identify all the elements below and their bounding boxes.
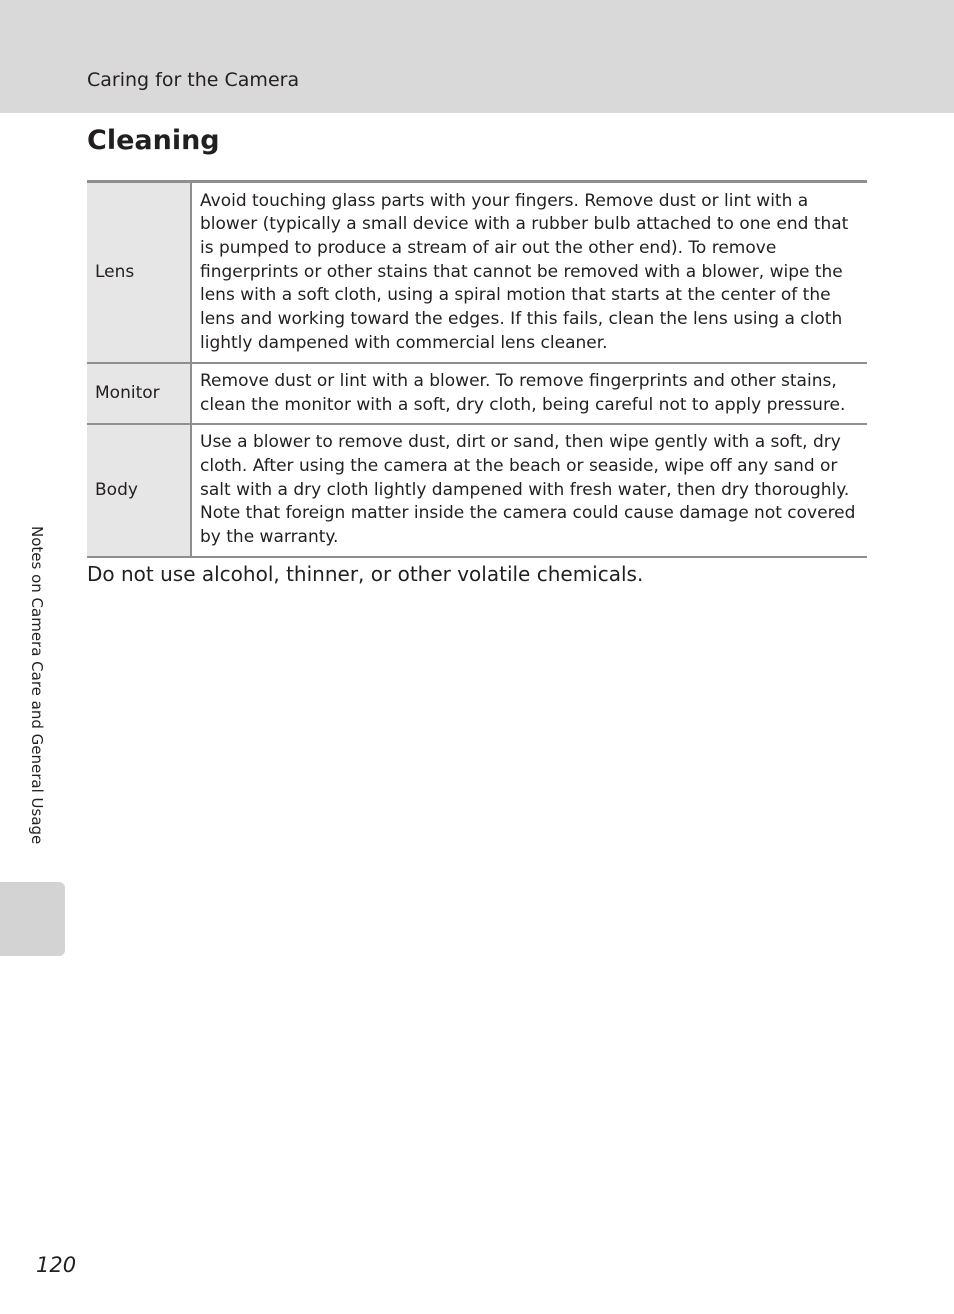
description-text: Remove dust or lint with a blower. To remove fingerprints and other stains, clean the monitor with a soft, dry cloth, being careful not to apply pressure. — [200, 370, 846, 415]
description-text: Use a blower to remove dust, dirt or sand, then wipe gently with a soft, dry cloth. After using the camera at the beach or seaside, wipe off any sand or salt with a dry cloth lightly dampened with fresh water, then dry thoroughly. Note that foreign matter inside the camera could cause damage not covered by the warranty. — [200, 432, 856, 548]
caution-note: Do not use alcohol, thinner, or other volatile chemicals. — [87, 562, 644, 586]
cleaning-table — [87, 180, 867, 558]
item-cell-monitor: Monitor — [87, 363, 191, 424]
chapter-tab — [0, 882, 65, 956]
section-title: Caring for the Camera — [87, 69, 300, 91]
description-text: Avoid touching glass parts with your fingers. Remove dust or lint with a blower (typically a small device with a rubber bulb attached to one end that is pumped to produce a stream of air out the other end). To remove fingerprints or other stains that cannot be removed with a blower, wipe the lens with a soft cloth, using a spiral motion that starts at the center of the lens and working toward the edges. If this fails, clean the lens using a cloth lightly dampened with commercial lens cleaner. — [200, 190, 849, 353]
table-row — [87, 182, 867, 364]
table-row — [87, 363, 867, 424]
item-cell-lens: Lens — [87, 182, 191, 364]
page-number: 120 — [36, 1253, 77, 1277]
description-cell-lens — [191, 182, 867, 364]
description-cell-body — [191, 424, 867, 557]
item-cell-body: Body — [87, 424, 191, 557]
description-cell-monitor — [191, 363, 867, 424]
page-title: Cleaning — [87, 125, 220, 156]
sidebar-chapter-label: Notes on Camera Care and General Usage — [28, 526, 46, 845]
table-row — [87, 424, 867, 557]
header-band — [0, 0, 954, 113]
